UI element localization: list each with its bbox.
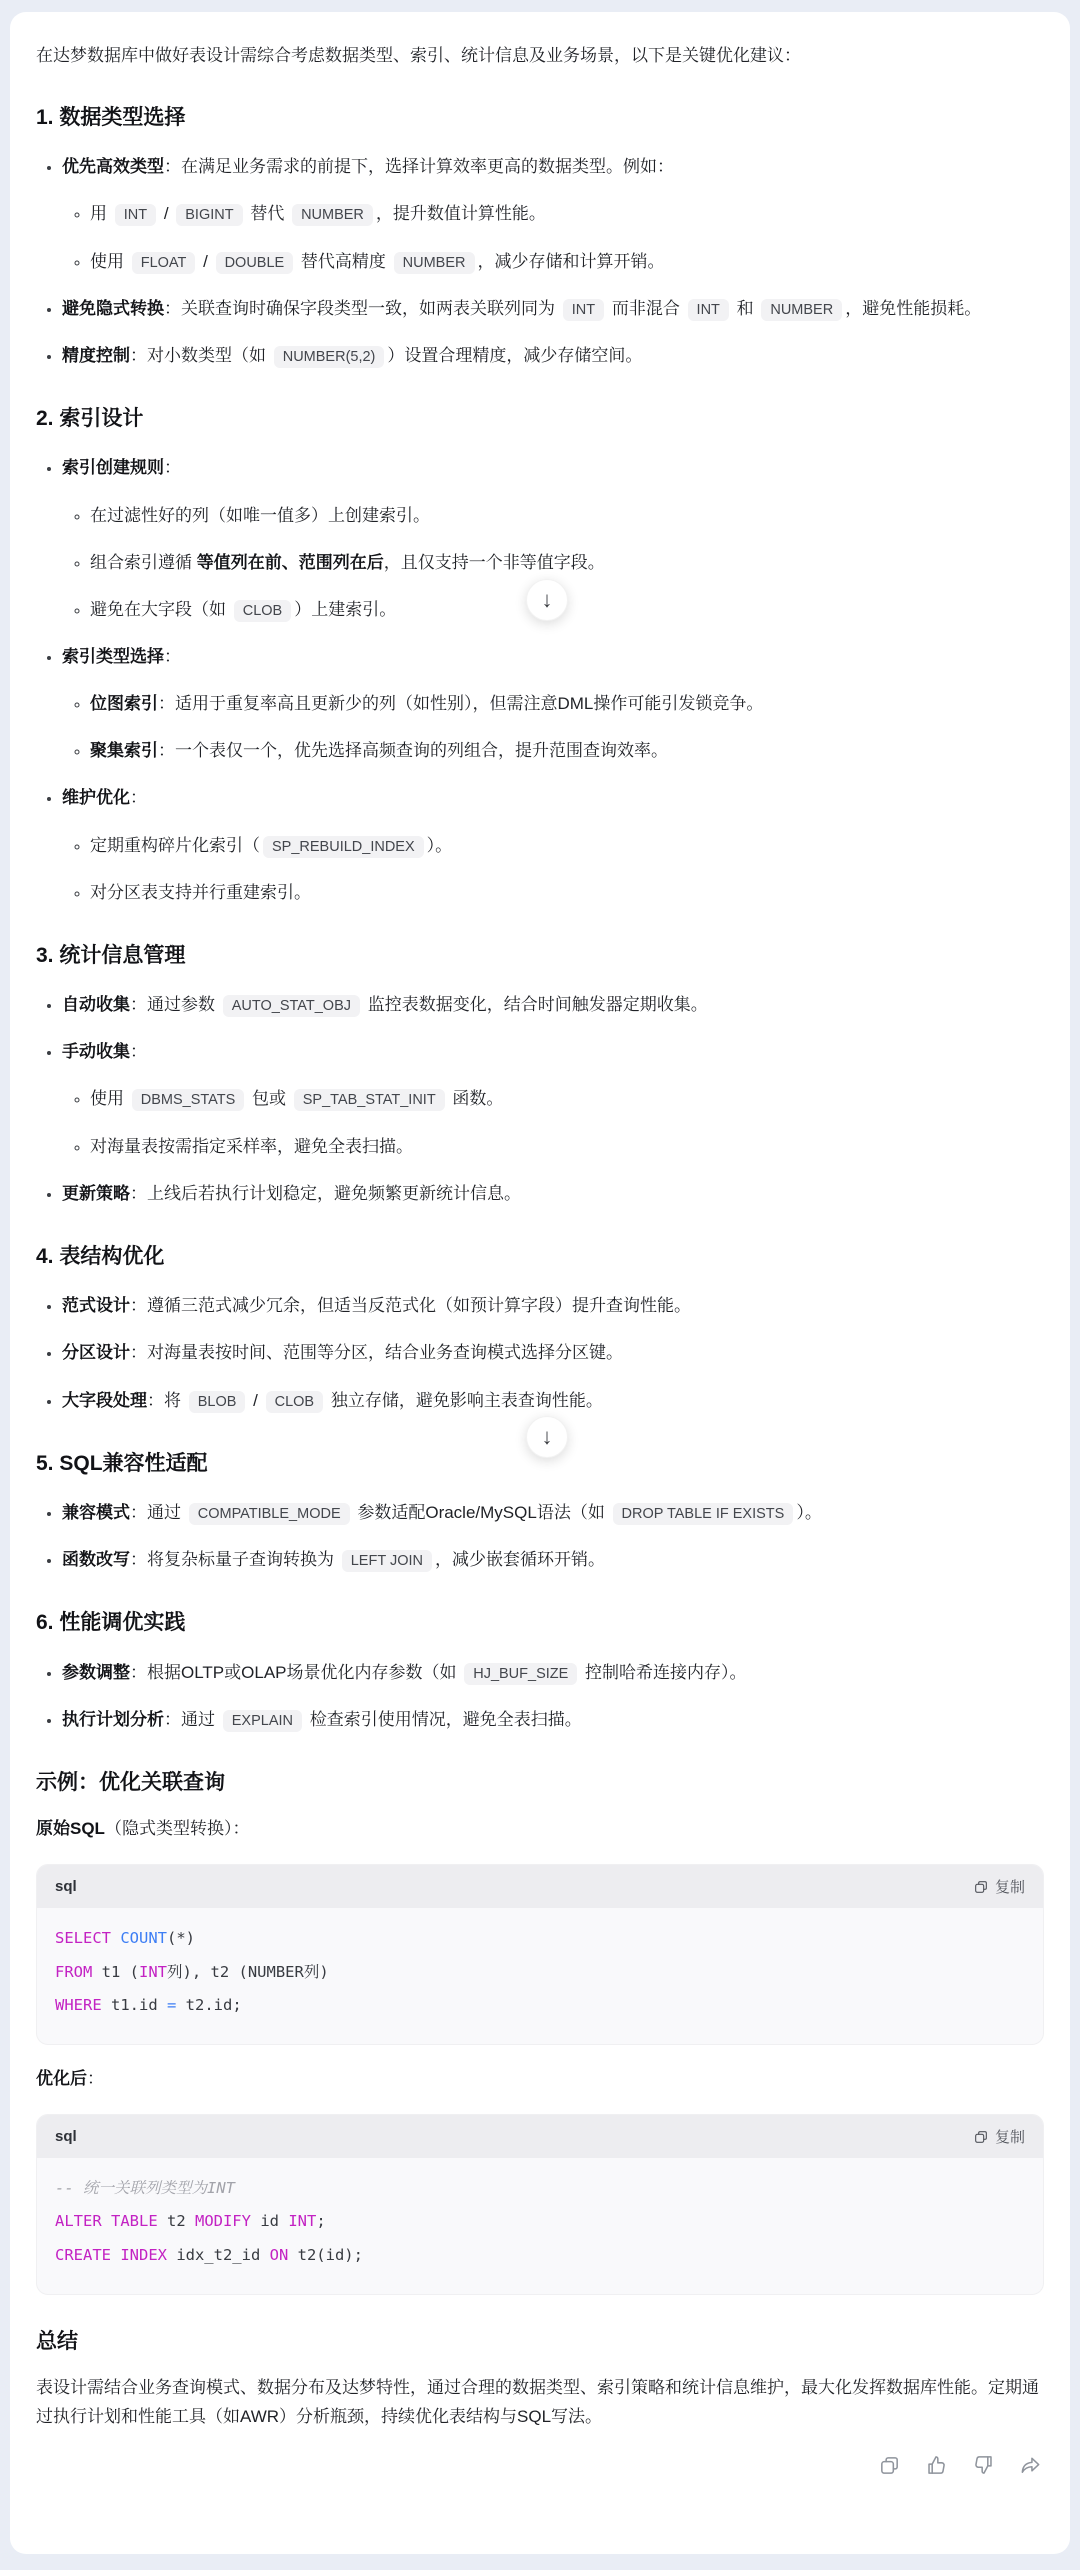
section-heading: 4. 表结构优化 bbox=[36, 1244, 165, 1268]
bold-text: 索引类型选择 bbox=[62, 646, 164, 666]
list-item bbox=[62, 150, 1044, 277]
code-language-label: sql bbox=[55, 1878, 77, 1896]
bold-text: 大字段处理 bbox=[62, 1390, 147, 1410]
code-token: CREATE INDEX bbox=[55, 2245, 167, 2264]
inline-code: DROP TABLE IF EXISTS bbox=[613, 1503, 794, 1525]
code-token: t2(id); bbox=[288, 2245, 363, 2264]
text-run: ： bbox=[87, 2069, 104, 2089]
sub-list-item bbox=[90, 1082, 1044, 1115]
inline-code: NUMBER bbox=[761, 299, 842, 321]
text-run: 定期重构碎片化索引（ bbox=[90, 835, 260, 855]
text-run: 替代 bbox=[245, 204, 290, 224]
sub-list-item-text bbox=[90, 553, 605, 572]
code-token: -- 统一关联列类型为INT bbox=[55, 2179, 235, 2198]
text-run: ：根据OLTP或OLAP场景优化内存参数（如 bbox=[130, 1662, 462, 1682]
inline-code: NUMBER(5,2) bbox=[274, 346, 385, 368]
list-item bbox=[62, 1289, 1044, 1322]
bold-text: 自动收集 bbox=[62, 995, 130, 1015]
code-token: (*) bbox=[167, 1929, 196, 1948]
code-language-label: sql bbox=[55, 2128, 77, 2146]
bold-text: 聚集索引 bbox=[90, 741, 158, 761]
inline-code: EXPLAIN bbox=[223, 1710, 302, 1732]
paragraph bbox=[36, 2065, 1044, 2094]
list-item-text bbox=[62, 995, 708, 1014]
text-run: ）设置合理精度，减少存储空间。 bbox=[387, 345, 643, 365]
bold-text: 更新策略 bbox=[62, 1183, 130, 1203]
text-run: 检查索引使用情况，避免全表扫描。 bbox=[304, 1709, 582, 1729]
code-token: 列), t2 (NUMBER列) bbox=[167, 1962, 329, 1981]
inline-code: INT bbox=[115, 204, 156, 226]
text-run: ：在满足业务需求的前提下，选择计算效率更高的数据类型。例如： bbox=[164, 157, 674, 177]
code-lines bbox=[55, 2172, 1025, 2272]
text-run: / bbox=[198, 251, 213, 271]
code-line bbox=[55, 2239, 1025, 2272]
text-run: ：对小数类型（如 bbox=[130, 345, 271, 365]
list-item bbox=[62, 1336, 1044, 1369]
text-run: ：通过 bbox=[164, 1709, 220, 1729]
section-heading: 5. SQL兼容性适配 bbox=[36, 1451, 208, 1475]
inline-code: HJ_BUF_SIZE bbox=[464, 1663, 577, 1685]
code-token: FROM bbox=[55, 1962, 93, 1981]
text-run: ：将 bbox=[147, 1390, 186, 1410]
copy-icon bbox=[973, 2129, 989, 2145]
text-run: ：遵循三范式减少冗余，但适当反范式化（如预计算字段）提升查询性能。 bbox=[130, 1296, 691, 1316]
list-item bbox=[62, 781, 1044, 908]
sub-list-item bbox=[90, 245, 1044, 278]
code-token: INT bbox=[288, 2212, 317, 2231]
section-heading: 示例：优化关联查询 bbox=[36, 1771, 225, 1795]
arrow-down-icon: ↓ bbox=[541, 587, 553, 612]
code-token: COUNT bbox=[120, 1929, 168, 1948]
code-token: t2 bbox=[157, 2212, 195, 2231]
paragraph bbox=[36, 42, 1044, 71]
assistant-message-card bbox=[10, 12, 1070, 2554]
text-run: ，且仅支持一个非等值字段。 bbox=[383, 552, 605, 572]
sub-list-item bbox=[90, 734, 1044, 767]
inline-code: BLOB bbox=[189, 1391, 246, 1413]
text-run: 函数。 bbox=[447, 1089, 504, 1109]
sub-list-item bbox=[90, 546, 1044, 579]
code-line bbox=[55, 1922, 1025, 1955]
text-run: 对分区表支持并行重建索引。 bbox=[90, 882, 311, 902]
list-item bbox=[62, 1177, 1044, 1210]
copy-icon bbox=[878, 2454, 901, 2477]
code-content bbox=[37, 2158, 1043, 2294]
code-content bbox=[37, 1908, 1043, 2044]
code-token: ON bbox=[269, 2245, 289, 2264]
text-run: ：将复杂标量子查询转换为 bbox=[130, 1550, 339, 1570]
sub-bullet-list bbox=[62, 687, 1044, 767]
bold-text: 手动收集 bbox=[62, 1042, 130, 1062]
bold-text: 参数调整 bbox=[62, 1662, 130, 1682]
code-token: t2.id; bbox=[176, 1995, 242, 2014]
bold-text: 等值列在前、范围列在后 bbox=[196, 552, 384, 572]
text-run: 参数适配Oracle/MySQL语法（如 bbox=[352, 1503, 610, 1523]
text-run: 包或 bbox=[247, 1089, 291, 1109]
bullet-list bbox=[36, 451, 1044, 908]
code-line bbox=[55, 2172, 1025, 2205]
code-token: INT bbox=[139, 1962, 167, 1981]
list-item-text bbox=[62, 647, 181, 666]
bold-text: 位图索引 bbox=[90, 694, 158, 714]
arrow-down-icon: ↓ bbox=[541, 1424, 553, 1449]
sub-list-item-text bbox=[90, 836, 452, 855]
text-run: ）。 bbox=[796, 1503, 822, 1523]
list-item-text bbox=[62, 1042, 147, 1061]
code-token: WHERE bbox=[55, 1995, 102, 2014]
section-heading: 6. 性能调优实践 bbox=[36, 1611, 186, 1635]
text-run: / bbox=[159, 204, 174, 224]
inline-code: SP_REBUILD_INDEX bbox=[263, 836, 424, 858]
code-line bbox=[55, 2205, 1025, 2238]
bold-text: 索引创建规则 bbox=[62, 458, 164, 478]
text-run: ，减少存储和计算开销。 bbox=[477, 251, 665, 271]
list-item-text bbox=[62, 1710, 582, 1729]
text-run: ： bbox=[164, 646, 181, 666]
inline-code: INT bbox=[563, 299, 604, 321]
inline-code: AUTO_STAT_OBJ bbox=[223, 995, 360, 1017]
text-run: 控制哈希连接内存）。 bbox=[580, 1662, 747, 1682]
bullet-list bbox=[36, 1656, 1044, 1736]
text-run: 对海量表按需指定采样率，避免全表扫描。 bbox=[90, 1136, 413, 1156]
text-run: 在过滤性好的列（如唯一值多）上创建索引。 bbox=[90, 505, 430, 525]
sub-list-item-text bbox=[90, 506, 430, 525]
bold-text: 优化后 bbox=[36, 2069, 87, 2089]
inline-code: LEFT JOIN bbox=[342, 1550, 432, 1572]
text-run: ：上线后若执行计划稳定，避免频繁更新统计信息。 bbox=[130, 1183, 521, 1203]
code-token: t1 ( bbox=[92, 1962, 139, 1981]
text-run: ：通过 bbox=[130, 1503, 186, 1523]
scroll-to-bottom-button[interactable] bbox=[526, 579, 568, 621]
copy-code-label: 复制 bbox=[994, 1879, 1025, 1897]
list-item bbox=[62, 1656, 1044, 1689]
text-run: ，避免性能损耗。 bbox=[845, 298, 982, 318]
section-heading: 2. 索引设计 bbox=[36, 406, 144, 430]
paragraph bbox=[36, 2374, 1044, 2432]
text-run: 监控表数据变化，结合时间触发器定期收集。 bbox=[362, 995, 708, 1015]
inline-code: INT bbox=[688, 299, 729, 321]
code-block bbox=[36, 2114, 1044, 2295]
section-heading: 1. 数据类型选择 bbox=[36, 105, 186, 129]
list-item-text bbox=[62, 299, 981, 318]
thumbs-down-icon bbox=[972, 2454, 995, 2477]
thumbs-up-icon bbox=[925, 2454, 948, 2477]
list-item-text bbox=[62, 1503, 822, 1522]
sub-bullet-list bbox=[62, 197, 1044, 277]
scroll-to-bottom-button[interactable] bbox=[526, 1416, 568, 1458]
text-run: ：关联查询时确保字段类型一致，如两表关联列同为 bbox=[164, 298, 560, 318]
text-run: 使用 bbox=[90, 251, 129, 271]
sub-list-item bbox=[90, 876, 1044, 909]
bold-text: 维护优化 bbox=[62, 788, 130, 808]
text-run: ）。 bbox=[426, 835, 453, 855]
sub-list-item-text bbox=[90, 252, 665, 271]
share-button[interactable] bbox=[1017, 2452, 1044, 2479]
bold-text: 执行计划分析 bbox=[62, 1709, 164, 1729]
list-item bbox=[62, 1035, 1044, 1162]
text-run: / bbox=[248, 1390, 263, 1410]
list-item bbox=[62, 292, 1044, 325]
share-icon bbox=[1019, 2454, 1042, 2477]
text-run: ：对海量表按时间、范围等分区，结合业务查询模式选择分区键。 bbox=[130, 1343, 623, 1363]
list-item bbox=[62, 339, 1044, 372]
code-token bbox=[111, 1929, 120, 1947]
sub-list-item bbox=[90, 197, 1044, 230]
list-item bbox=[62, 1703, 1044, 1736]
sub-list-item-text bbox=[90, 600, 396, 619]
sub-list-item-text bbox=[90, 741, 668, 760]
code-token: idx_t2_id bbox=[166, 2245, 270, 2264]
bold-text: 精度控制 bbox=[62, 345, 130, 365]
code-token: ALTER TABLE bbox=[55, 2212, 158, 2231]
sub-list-item-text bbox=[90, 204, 546, 223]
list-item bbox=[62, 640, 1044, 767]
text-run: 用 bbox=[90, 204, 112, 224]
code-token: SELECT bbox=[55, 1929, 111, 1948]
text-run: ，减少嵌套循环开销。 bbox=[434, 1550, 605, 1570]
code-token: t1.id bbox=[101, 1995, 167, 2014]
bullet-list bbox=[36, 1289, 1044, 1416]
text-run: 组合索引遵循 bbox=[90, 552, 197, 572]
inline-code: BIGINT bbox=[176, 204, 242, 226]
inline-code: SP_TAB_STAT_INIT bbox=[294, 1089, 445, 1111]
bold-text: 范式设计 bbox=[62, 1296, 130, 1316]
sub-list-item-text bbox=[90, 1089, 503, 1108]
code-line bbox=[55, 1956, 1025, 1989]
inline-code: COMPATIBLE_MODE bbox=[189, 1503, 350, 1525]
code-block-header bbox=[37, 2115, 1043, 2158]
text-run: 和 bbox=[731, 298, 759, 318]
text-run: ：一个表仅一个，优先选择高频查询的列组合，提升范围查询效率。 bbox=[158, 741, 668, 761]
bullet-list bbox=[36, 150, 1044, 372]
sub-list-item bbox=[90, 499, 1044, 532]
code-token: MODIFY bbox=[194, 2212, 251, 2231]
text-run: 替代高精度 bbox=[296, 251, 391, 271]
text-run: ：适用于重复率高且更新少的列（如性别），但需注意DML操作可能引发锁竞争。 bbox=[158, 694, 764, 714]
paragraph bbox=[36, 1815, 1044, 1844]
text-run: ：通过参数 bbox=[130, 995, 220, 1015]
text-run: ： bbox=[164, 458, 181, 478]
code-block bbox=[36, 1864, 1044, 2045]
list-item-text bbox=[62, 346, 642, 365]
sub-bullet-list bbox=[62, 1082, 1044, 1162]
list-item-text bbox=[62, 1343, 623, 1362]
inline-code: FLOAT bbox=[132, 252, 196, 274]
list-item-text bbox=[62, 1296, 691, 1315]
bold-text: 原始SQL bbox=[36, 1819, 105, 1839]
code-token: id bbox=[250, 2212, 289, 2231]
bold-text: 兼容模式 bbox=[62, 1503, 130, 1523]
sub-bullet-list bbox=[62, 829, 1044, 909]
sub-list-item bbox=[90, 829, 1044, 862]
sub-list-item-text bbox=[90, 694, 763, 713]
inline-code: DOUBLE bbox=[216, 252, 294, 274]
list-item-text bbox=[62, 458, 181, 477]
copy-code-button[interactable] bbox=[973, 1876, 1025, 1897]
code-lines bbox=[55, 1922, 1025, 2022]
bold-text: 函数改写 bbox=[62, 1550, 130, 1570]
text-run: ： bbox=[130, 788, 147, 808]
inline-code: DBMS_STATS bbox=[132, 1089, 245, 1111]
inline-code: CLOB bbox=[234, 600, 292, 622]
list-item bbox=[62, 1543, 1044, 1576]
message-action-bar bbox=[36, 2452, 1044, 2489]
text-run: （隐式类型转换）： bbox=[104, 1819, 250, 1839]
list-item-text bbox=[62, 157, 674, 176]
section-heading: 总结 bbox=[36, 2330, 78, 2354]
list-item-text bbox=[62, 1550, 605, 1569]
text-run: 表设计需结合业务查询模式、数据分布及达梦特性，通过合理的数据类型、索引策略和统计信息维护，最大化发挥数据库性能。定期通过执行计划和性能工具（如AWR）分析瓶颈，持续优化表结构与SQL写法。 bbox=[36, 2378, 1039, 2427]
copy-icon bbox=[973, 1879, 989, 1895]
sub-list-item bbox=[90, 687, 1044, 720]
text-run: ： bbox=[130, 1042, 147, 1062]
list-item bbox=[62, 1496, 1044, 1529]
code-block-header bbox=[37, 1865, 1043, 1908]
text-run: 而非混合 bbox=[607, 298, 685, 318]
copy-code-button[interactable] bbox=[973, 2126, 1025, 2147]
sub-list-item-text bbox=[90, 883, 311, 902]
code-token: = bbox=[167, 1995, 177, 2014]
bullet-list bbox=[36, 988, 1044, 1210]
text-run: 独立存储，避免影响主表查询性能。 bbox=[326, 1390, 603, 1410]
inline-code: NUMBER bbox=[394, 252, 475, 274]
list-item-text bbox=[62, 1391, 603, 1410]
inline-code: NUMBER bbox=[292, 204, 373, 226]
inline-code: CLOB bbox=[266, 1391, 324, 1413]
list-item bbox=[62, 988, 1044, 1021]
bold-text: 避免隐式转换 bbox=[62, 298, 164, 318]
section-heading: 3. 统计信息管理 bbox=[36, 943, 186, 967]
message-copy-button[interactable] bbox=[876, 2452, 903, 2479]
dislike-button[interactable] bbox=[970, 2452, 997, 2479]
list-item-text bbox=[62, 1184, 521, 1203]
text-run: 避免在大字段（如 bbox=[90, 599, 231, 619]
sub-list-item-text bbox=[90, 1137, 413, 1156]
list-item-text bbox=[62, 788, 147, 807]
code-line bbox=[55, 1989, 1025, 2022]
text-run: 使用 bbox=[90, 1089, 129, 1109]
sub-list-item bbox=[90, 1130, 1044, 1163]
text-run: ）上建索引。 bbox=[294, 599, 397, 619]
text-run: 在达梦数据库中做好表设计需综合考虑数据类型、索引、统计信息及业务场景，以下是关键优化建议： bbox=[36, 46, 801, 65]
text-run: ，提升数值计算性能。 bbox=[375, 204, 546, 224]
bullet-list bbox=[36, 1496, 1044, 1576]
list-item bbox=[62, 1384, 1044, 1417]
code-token: ; bbox=[316, 2212, 326, 2231]
bold-text: 分区设计 bbox=[62, 1343, 130, 1363]
copy-code-label: 复制 bbox=[994, 2129, 1025, 2147]
message-content bbox=[36, 42, 1044, 2432]
list-item-text bbox=[62, 1663, 747, 1682]
bold-text: 优先高效类型 bbox=[62, 157, 164, 177]
like-button[interactable] bbox=[923, 2452, 950, 2479]
